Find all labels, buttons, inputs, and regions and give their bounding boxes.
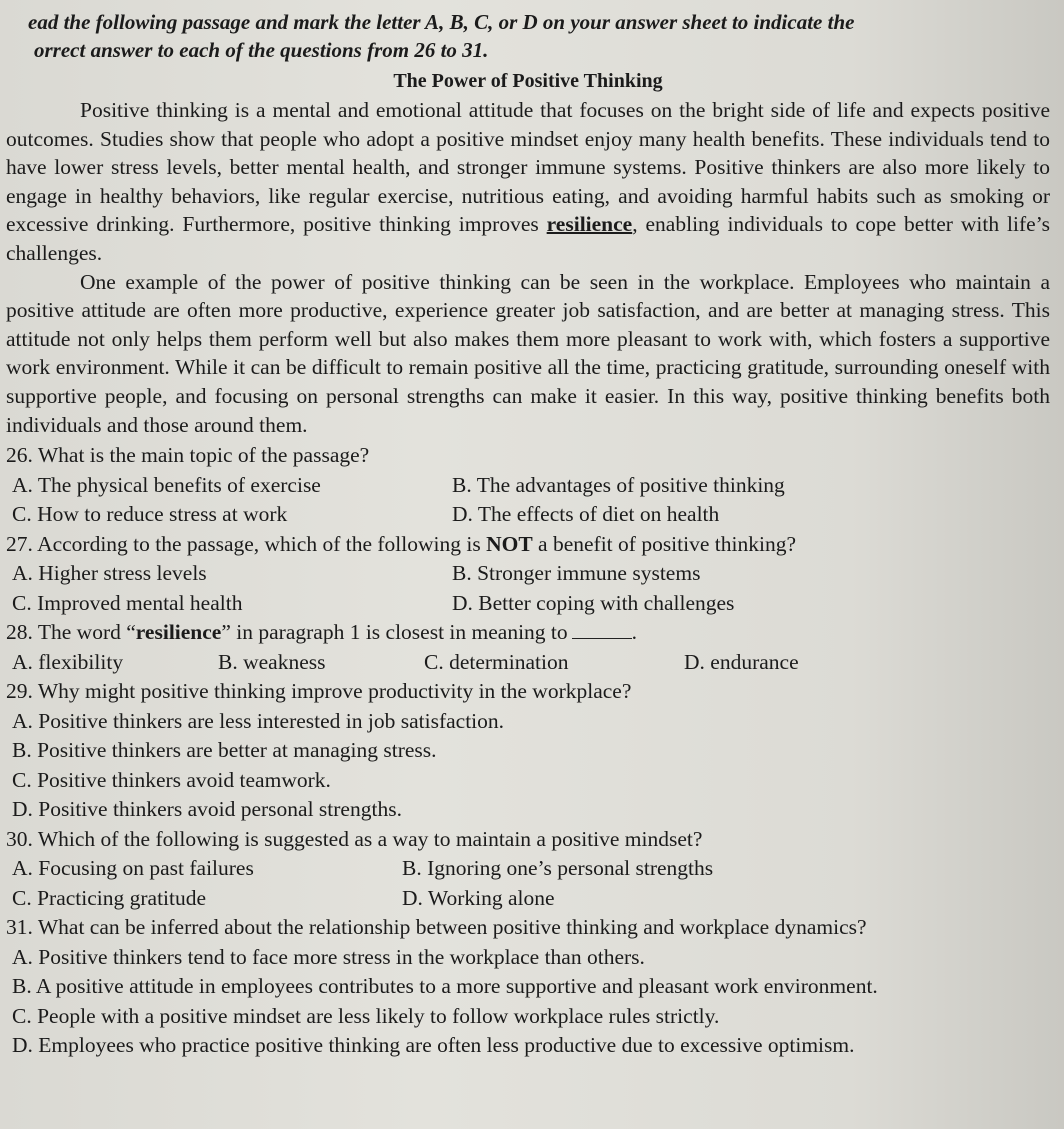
- instructions-line-1: ead the following passage and mark the letter A, B, C, or D on your answer sheet to indicate the: [28, 10, 855, 34]
- q26-option-d[interactable]: D. The effects of diet on health: [452, 502, 720, 527]
- keyword-resilience: resilience: [546, 212, 633, 237]
- q30-option-d[interactable]: D. Working alone: [402, 885, 555, 910]
- question-29: 29. Why might positive thinking improve productivity in the workplace?: [6, 679, 632, 704]
- passage-paragraph-1: Positive thinking is a mental and emotional attitude that focuses on the bright side of life and expects positive outcomes. Studies show that people who adopt a positive mindset enjoy many health benefits. These individuals tend to have lower stress levels, better mental health, and stronger immune systems. Positive thinkers are also more likely to engage in healthy behaviors, like regular exercise, nutritious eating, and avoiding harmful habits such as smoking or excessive drinking. Furthermore, positive thinking improves resilience, enabling individuals to cope better with life’s challenges.: [6, 98, 1050, 265]
- q30-options-row-2: [6, 884, 1050, 914]
- question-26: 26. What is the main topic of the passage?: [6, 443, 370, 468]
- q30-options-row-1: [6, 854, 1050, 884]
- q31-option-a[interactable]: A. Positive thinkers tend to face more stress in the workplace than others.: [12, 944, 645, 969]
- q26-option-a[interactable]: A. The physical benefits of exercise: [12, 472, 321, 497]
- q27-option-b[interactable]: B. Stronger immune systems: [452, 561, 701, 586]
- answer-blank: [572, 622, 632, 639]
- question-28: 28. The word “resilience” in paragraph 1 is closest in meaning to .: [6, 620, 638, 645]
- q30-option-b[interactable]: B. Ignoring one’s personal strengths: [402, 856, 714, 881]
- passage-paragraph-2: One example of the power of positive thinking can be seen in the workplace. Employees who maintain a positive attitude are often more productive, experience greater job satisfaction, and are better at managing stress. This attitude not only helps them perform well but also makes them more pleasant to work with, which fosters a supportive work environment. While it can be difficult to remain positive all the time, practicing gratitude, surrounding oneself with supportive people, and focusing on personal strengths can make it easier. In this way, positive thinking benefits both individuals and those around them.: [6, 269, 1050, 437]
- q29-option-d[interactable]: D. Positive thinkers avoid personal strengths.: [12, 797, 402, 822]
- q28-option-c[interactable]: C. determination: [424, 649, 569, 674]
- q30-option-a[interactable]: A. Focusing on past failures: [12, 856, 254, 881]
- q28-options-row: [6, 648, 1050, 678]
- passage-title: The Power of Positive Thinking: [393, 70, 663, 92]
- q31-option-c[interactable]: C. People with a positive mindset are less likely to follow workplace rules strictly.: [12, 1003, 720, 1028]
- q29-option-c[interactable]: C. Positive thinkers avoid teamwork.: [12, 767, 331, 792]
- q27-options-row-2: [6, 589, 1050, 619]
- q31-option-b[interactable]: B. A positive attitude in employees contributes to a more supportive and pleasant work environment.: [12, 974, 878, 999]
- question-27: 27. According to the passage, which of the following is NOT a benefit of positive thinking?: [6, 531, 796, 556]
- q27-option-a[interactable]: A. Higher stress levels: [12, 561, 207, 586]
- question-30: 30. Which of the following is suggested as a way to maintain a positive mindset?: [6, 826, 703, 851]
- q28-option-d[interactable]: D. endurance: [684, 649, 799, 674]
- q26-options-row-1: [6, 471, 1050, 501]
- q26-option-b[interactable]: B. The advantages of positive thinking: [452, 472, 785, 497]
- question-31: 31. What can be inferred about the relationship between positive thinking and workplace dynamics?: [6, 915, 867, 940]
- q27-options-row-1: [6, 559, 1050, 589]
- q28-option-a[interactable]: A. flexibility: [12, 649, 124, 674]
- q29-option-a[interactable]: A. Positive thinkers are less interested in job satisfaction.: [12, 708, 505, 733]
- q26-options-row-2: [6, 500, 1050, 530]
- instructions-line-2: orrect answer to each of the questions from 26 to 31.: [34, 38, 489, 62]
- q30-option-c[interactable]: C. Practicing gratitude: [12, 885, 207, 910]
- q27-option-d[interactable]: D. Better coping with challenges: [452, 590, 735, 615]
- q28-option-b[interactable]: B. weakness: [218, 649, 326, 674]
- q26-option-c[interactable]: C. How to reduce stress at work: [12, 502, 288, 527]
- q31-option-d[interactable]: D. Employees who practice positive thinking are often less productive due to excessive optimism.: [12, 1033, 855, 1058]
- q27-option-c[interactable]: C. Improved mental health: [12, 590, 243, 615]
- q29-option-b[interactable]: B. Positive thinkers are better at managing stress.: [12, 738, 437, 763]
